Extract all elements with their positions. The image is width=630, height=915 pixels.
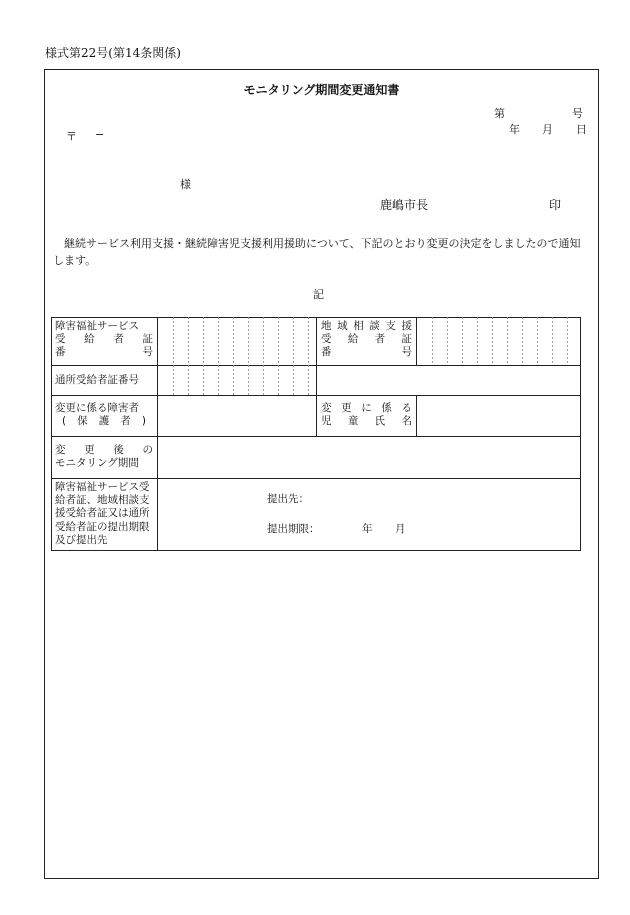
label-char: 変	[55, 444, 66, 456]
label-line	[55, 346, 153, 359]
date-year: 年	[509, 123, 520, 136]
label-char: 号	[142, 346, 153, 358]
submit-to-label: 提出先：	[267, 493, 309, 505]
label-line	[321, 333, 412, 346]
label-line: 給者証、地域相談支	[55, 494, 150, 507]
label-line: 障害福祉サービス受	[55, 481, 150, 493]
label-line	[321, 415, 412, 428]
label-char: 受	[55, 333, 66, 345]
date-month: 月	[542, 123, 553, 136]
label-char: 番	[321, 346, 332, 358]
deadline-year: 年	[362, 523, 373, 535]
label-char: 護	[98, 415, 110, 427]
document-title: モニタリング期間変更通知書	[243, 83, 400, 97]
label-char: 番	[55, 346, 66, 358]
label-line	[55, 333, 153, 346]
notice-body: 継続サービス利用支援・継続障害児支援利用援助について、下記のとおり変更の決定をしましたので通知します。	[53, 237, 581, 267]
label-line: 及び提出先	[55, 533, 108, 546]
label-char: 者	[120, 415, 131, 427]
label-monitoring-period	[55, 444, 153, 470]
label-child-name	[321, 402, 412, 428]
label-char: 更	[341, 402, 352, 414]
label-char: 保	[77, 415, 88, 427]
label-char: 童	[347, 415, 359, 427]
addressee-suffix: 様	[180, 178, 191, 191]
label-char: 児	[321, 415, 332, 427]
label-day-service-cert-number: 通所受給者証番号	[55, 374, 139, 386]
ki-heading: 記	[313, 288, 324, 301]
label-char: 給	[347, 333, 359, 345]
form-number: 様式第22号(第14条関係)	[45, 46, 181, 60]
label-char: 受	[321, 333, 332, 345]
doc-number-suffix: 号	[572, 107, 583, 120]
postal-dash: −	[95, 128, 105, 141]
label-disabled-person-guardian	[55, 402, 153, 428]
doc-number-prefix: 第	[494, 107, 505, 120]
label-char: 域	[337, 320, 348, 332]
label-char: )	[141, 415, 146, 427]
label-char: 支	[385, 320, 396, 332]
notice-table	[51, 317, 581, 551]
label-line	[55, 415, 153, 428]
label-char: 証	[142, 333, 153, 345]
postal-mark: 〒	[66, 130, 77, 143]
label-line: 援受給者証又は通所	[55, 507, 150, 520]
label-char: 証	[401, 333, 412, 345]
label-line: 障害福祉サービス	[55, 320, 139, 332]
label-char: (	[62, 415, 67, 427]
label-line: 変更に係る障害者	[55, 402, 139, 414]
label-line: 受給者証の提出期限	[55, 520, 150, 533]
label-line	[321, 346, 412, 359]
label-community-support-cert-number	[321, 320, 412, 359]
label-line	[321, 402, 412, 415]
label-line	[55, 444, 153, 457]
label-char: 者	[374, 333, 386, 345]
label-char: 地	[321, 320, 332, 332]
label-char: の	[142, 444, 153, 456]
label-char: 係	[381, 402, 392, 414]
issuer-name: 鹿嶋市長	[380, 198, 429, 212]
deadline-month: 月	[395, 523, 406, 535]
label-char: 名	[401, 415, 412, 427]
label-char: 氏	[374, 415, 386, 427]
label-char: 相	[353, 320, 364, 332]
document-frame	[44, 69, 599, 879]
label-char: に	[361, 402, 372, 414]
label-char: 者	[113, 333, 124, 345]
label-char: 変	[321, 402, 332, 414]
label-line	[321, 320, 412, 333]
date-day: 日	[576, 123, 587, 136]
deadline-label: 提出期限：	[267, 523, 320, 535]
seal-mark: 印	[549, 198, 562, 212]
label-char: 号	[401, 346, 412, 358]
label-char: 後	[113, 444, 124, 456]
label-char: る	[401, 402, 412, 414]
label-submission-deadline-destination	[55, 481, 155, 547]
label-line: モニタリング期間	[55, 457, 139, 469]
label-char: 更	[84, 444, 95, 456]
label-char: 援	[401, 320, 412, 332]
label-char: 談	[369, 320, 380, 332]
label-char: 給	[84, 333, 95, 345]
label-welfare-service-cert-number	[55, 320, 153, 359]
